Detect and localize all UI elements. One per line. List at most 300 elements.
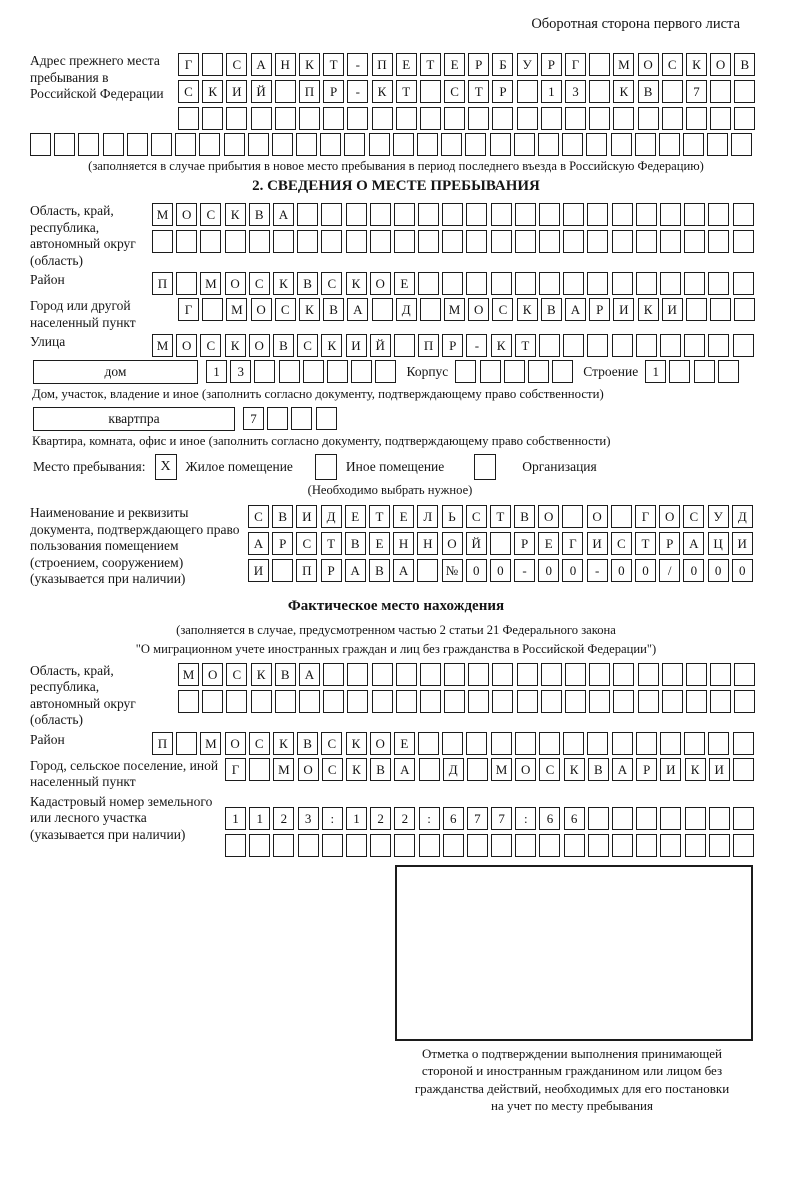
char-cell[interactable] [587, 230, 608, 253]
char-cell[interactable] [710, 690, 731, 713]
char-cell[interactable]: 2 [370, 807, 391, 830]
char-cell[interactable]: 6 [443, 807, 464, 830]
char-cell[interactable]: 1 [346, 807, 367, 830]
char-cell[interactable]: К [638, 298, 659, 321]
char-cell[interactable]: Н [417, 532, 438, 555]
char-cell[interactable] [589, 107, 610, 130]
char-cell[interactable] [564, 834, 585, 857]
char-cell[interactable] [662, 690, 683, 713]
char-cell[interactable] [587, 203, 608, 226]
char-cell[interactable]: Т [635, 532, 656, 555]
char-cell[interactable] [347, 690, 368, 713]
char-cell[interactable]: В [275, 663, 296, 686]
char-cell[interactable]: А [612, 758, 633, 781]
char-cell[interactable] [541, 690, 562, 713]
char-cell[interactable]: Р [468, 53, 489, 76]
char-cell[interactable]: Е [394, 272, 415, 295]
char-cell[interactable]: Т [396, 80, 417, 103]
char-cell[interactable] [420, 107, 441, 130]
char-cell[interactable] [320, 133, 341, 156]
char-cell[interactable]: Т [321, 532, 342, 555]
char-cell[interactable]: Н [275, 53, 296, 76]
char-cell[interactable] [370, 203, 391, 226]
char-cell[interactable] [420, 663, 441, 686]
char-cell[interactable]: 7 [243, 407, 264, 430]
char-cell[interactable]: Т [468, 80, 489, 103]
char-cell[interactable] [538, 133, 559, 156]
char-cell[interactable] [296, 133, 317, 156]
char-cell[interactable] [251, 690, 272, 713]
char-cell[interactable] [394, 834, 415, 857]
char-cell[interactable]: К [517, 298, 538, 321]
char-cell[interactable] [272, 559, 293, 582]
char-cell[interactable] [442, 230, 463, 253]
char-cell[interactable]: С [249, 272, 270, 295]
char-cell[interactable]: 7 [467, 807, 488, 830]
char-cell[interactable] [455, 360, 476, 383]
char-cell[interactable] [299, 690, 320, 713]
char-cell[interactable] [589, 690, 610, 713]
char-cell[interactable] [612, 732, 633, 755]
char-cell[interactable]: В [272, 505, 293, 528]
char-cell[interactable]: В [734, 53, 755, 76]
char-cell[interactable] [662, 80, 683, 103]
char-cell[interactable]: В [370, 758, 391, 781]
char-cell[interactable] [480, 360, 501, 383]
char-cell[interactable] [708, 334, 729, 357]
char-cell[interactable] [684, 732, 705, 755]
char-cell[interactable] [710, 663, 731, 686]
char-cell[interactable] [420, 690, 441, 713]
char-cell[interactable] [491, 203, 512, 226]
char-cell[interactable]: Д [396, 298, 417, 321]
char-cell[interactable] [660, 334, 681, 357]
char-cell[interactable] [298, 834, 319, 857]
char-cell[interactable]: М [200, 272, 221, 295]
char-cell[interactable] [420, 298, 441, 321]
char-cell[interactable] [636, 334, 657, 357]
char-cell[interactable]: К [685, 758, 706, 781]
char-cell[interactable] [710, 80, 731, 103]
char-cell[interactable]: Т [323, 53, 344, 76]
char-cell[interactable]: В [638, 80, 659, 103]
char-cell[interactable]: О [251, 298, 272, 321]
char-cell[interactable]: К [346, 272, 367, 295]
char-cell[interactable] [396, 690, 417, 713]
char-cell[interactable] [297, 230, 318, 253]
char-cell[interactable]: В [297, 732, 318, 755]
char-cell[interactable] [565, 690, 586, 713]
char-cell[interactable] [660, 834, 681, 857]
char-cell[interactable]: М [152, 203, 173, 226]
char-cell[interactable]: К [299, 298, 320, 321]
char-cell[interactable]: А [347, 298, 368, 321]
char-cell[interactable]: 0 [538, 559, 559, 582]
char-cell[interactable] [669, 360, 690, 383]
char-cell[interactable] [733, 272, 754, 295]
char-cell[interactable]: С [296, 532, 317, 555]
char-cell[interactable]: М [178, 663, 199, 686]
char-cell[interactable] [491, 230, 512, 253]
char-cell[interactable]: О [587, 505, 608, 528]
char-cell[interactable]: К [299, 53, 320, 76]
char-cell[interactable] [528, 360, 549, 383]
char-cell[interactable]: К [273, 732, 294, 755]
char-cell[interactable] [611, 505, 632, 528]
char-cell[interactable] [275, 690, 296, 713]
char-cell[interactable] [249, 834, 270, 857]
char-cell[interactable]: К [564, 758, 585, 781]
char-cell[interactable]: И [660, 758, 681, 781]
char-cell[interactable] [321, 203, 342, 226]
char-cell[interactable] [588, 834, 609, 857]
char-cell[interactable]: О [176, 203, 197, 226]
char-cell[interactable]: П [299, 80, 320, 103]
char-cell[interactable] [734, 107, 755, 130]
char-cell[interactable] [517, 107, 538, 130]
char-cell[interactable]: О [298, 758, 319, 781]
char-cell[interactable]: 0 [683, 559, 704, 582]
char-cell[interactable] [151, 133, 172, 156]
char-cell[interactable] [254, 360, 275, 383]
char-cell[interactable] [563, 732, 584, 755]
char-cell[interactable]: И [613, 298, 634, 321]
char-cell[interactable]: Р [636, 758, 657, 781]
char-cell[interactable]: И [296, 505, 317, 528]
char-cell[interactable] [733, 758, 754, 781]
char-cell[interactable] [638, 663, 659, 686]
char-cell[interactable] [321, 230, 342, 253]
char-cell[interactable]: : [515, 807, 536, 830]
char-cell[interactable]: Г [565, 53, 586, 76]
char-cell[interactable] [660, 807, 681, 830]
char-cell[interactable] [322, 834, 343, 857]
char-cell[interactable] [612, 230, 633, 253]
char-cell[interactable] [635, 133, 656, 156]
char-cell[interactable]: К [225, 203, 246, 226]
char-cell[interactable]: О [225, 732, 246, 755]
char-cell[interactable] [394, 230, 415, 253]
char-cell[interactable] [734, 690, 755, 713]
char-cell[interactable]: : [419, 807, 440, 830]
char-cell[interactable] [202, 107, 223, 130]
char-cell[interactable] [660, 272, 681, 295]
char-cell[interactable] [708, 272, 729, 295]
char-cell[interactable] [613, 663, 634, 686]
char-cell[interactable]: Г [178, 53, 199, 76]
char-cell[interactable] [563, 272, 584, 295]
char-cell[interactable] [733, 807, 754, 830]
char-cell[interactable]: 0 [635, 559, 656, 582]
char-cell[interactable] [442, 203, 463, 226]
char-cell[interactable] [420, 80, 441, 103]
char-cell[interactable] [491, 272, 512, 295]
char-cell[interactable] [346, 834, 367, 857]
char-cell[interactable]: С [226, 53, 247, 76]
char-cell[interactable]: О [225, 272, 246, 295]
char-cell[interactable] [660, 230, 681, 253]
char-cell[interactable]: В [297, 272, 318, 295]
char-cell[interactable]: 0 [466, 559, 487, 582]
char-cell[interactable] [683, 133, 704, 156]
char-cell[interactable]: А [565, 298, 586, 321]
char-cell[interactable] [684, 334, 705, 357]
char-cell[interactable] [539, 203, 560, 226]
char-cell[interactable]: Е [396, 53, 417, 76]
char-cell[interactable] [393, 133, 414, 156]
char-cell[interactable] [709, 834, 730, 857]
char-cell[interactable]: А [394, 758, 415, 781]
char-cell[interactable]: О [659, 505, 680, 528]
char-cell[interactable] [394, 334, 415, 357]
char-cell[interactable] [684, 230, 705, 253]
char-cell[interactable] [103, 133, 124, 156]
char-cell[interactable] [613, 107, 634, 130]
char-cell[interactable]: Ь [442, 505, 463, 528]
char-cell[interactable]: И [662, 298, 683, 321]
char-cell[interactable] [372, 107, 393, 130]
char-cell[interactable] [731, 133, 752, 156]
char-cell[interactable]: Д [321, 505, 342, 528]
char-cell[interactable]: Б [492, 53, 513, 76]
char-cell[interactable]: М [491, 758, 512, 781]
char-cell[interactable]: Г [562, 532, 583, 555]
char-cell[interactable] [539, 334, 560, 357]
char-cell[interactable]: О [202, 663, 223, 686]
char-cell[interactable]: 0 [732, 559, 753, 582]
char-cell[interactable] [492, 663, 513, 686]
char-cell[interactable]: № [442, 559, 463, 582]
char-cell[interactable] [394, 203, 415, 226]
char-cell[interactable]: 2 [273, 807, 294, 830]
char-cell[interactable]: 7 [491, 807, 512, 830]
char-cell[interactable] [466, 732, 487, 755]
char-cell[interactable] [708, 203, 729, 226]
char-cell[interactable]: А [273, 203, 294, 226]
char-cell[interactable] [539, 834, 560, 857]
char-cell[interactable] [468, 690, 489, 713]
char-cell[interactable] [659, 133, 680, 156]
char-cell[interactable]: М [613, 53, 634, 76]
char-cell[interactable]: Т [369, 505, 390, 528]
char-cell[interactable] [442, 272, 463, 295]
char-cell[interactable] [684, 272, 705, 295]
char-cell[interactable]: - [347, 53, 368, 76]
char-cell[interactable]: О [370, 732, 391, 755]
char-cell[interactable] [468, 663, 489, 686]
char-cell[interactable]: П [418, 334, 439, 357]
char-cell[interactable]: В [273, 334, 294, 357]
char-cell[interactable] [709, 807, 730, 830]
char-cell[interactable] [299, 107, 320, 130]
char-cell[interactable] [417, 133, 438, 156]
char-cell[interactable] [176, 272, 197, 295]
char-cell[interactable]: У [708, 505, 729, 528]
char-cell[interactable] [273, 834, 294, 857]
char-cell[interactable]: С [226, 663, 247, 686]
char-cell[interactable]: 3 [565, 80, 586, 103]
char-cell[interactable] [718, 360, 739, 383]
char-cell[interactable]: О [442, 532, 463, 555]
char-cell[interactable]: С [683, 505, 704, 528]
char-cell[interactable]: Е [394, 732, 415, 755]
char-cell[interactable]: В [514, 505, 535, 528]
char-cell[interactable] [612, 834, 633, 857]
char-cell[interactable] [636, 272, 657, 295]
char-cell[interactable] [562, 133, 583, 156]
char-cell[interactable] [539, 272, 560, 295]
char-cell[interactable]: К [346, 758, 367, 781]
char-cell[interactable]: / [659, 559, 680, 582]
char-cell[interactable]: А [248, 532, 269, 555]
char-cell[interactable]: К [491, 334, 512, 357]
char-cell[interactable]: И [226, 80, 247, 103]
char-cell[interactable]: С [444, 80, 465, 103]
char-cell[interactable] [636, 203, 657, 226]
char-cell[interactable]: Е [538, 532, 559, 555]
char-cell[interactable]: 1 [225, 807, 246, 830]
char-cell[interactable] [662, 107, 683, 130]
char-cell[interactable] [327, 360, 348, 383]
char-cell[interactable] [515, 834, 536, 857]
char-cell[interactable]: Е [444, 53, 465, 76]
char-cell[interactable] [612, 807, 633, 830]
char-cell[interactable]: 1 [249, 807, 270, 830]
char-cell[interactable]: 0 [708, 559, 729, 582]
char-cell[interactable]: О [176, 334, 197, 357]
house-type-box[interactable]: дом [33, 360, 198, 384]
char-cell[interactable]: Е [393, 505, 414, 528]
char-cell[interactable] [226, 107, 247, 130]
char-cell[interactable]: 3 [298, 807, 319, 830]
char-cell[interactable]: К [202, 80, 223, 103]
char-cell[interactable]: У [517, 53, 538, 76]
char-cell[interactable] [517, 80, 538, 103]
char-cell[interactable] [563, 334, 584, 357]
char-cell[interactable] [369, 133, 390, 156]
char-cell[interactable]: Н [393, 532, 414, 555]
char-cell[interactable] [297, 203, 318, 226]
char-cell[interactable]: Д [732, 505, 753, 528]
char-cell[interactable] [346, 230, 367, 253]
char-cell[interactable]: В [541, 298, 562, 321]
char-cell[interactable] [275, 107, 296, 130]
char-cell[interactable]: С [248, 505, 269, 528]
char-cell[interactable]: 6 [539, 807, 560, 830]
char-cell[interactable]: А [251, 53, 272, 76]
char-cell[interactable] [444, 663, 465, 686]
char-cell[interactable] [418, 272, 439, 295]
char-cell[interactable]: Р [272, 532, 293, 555]
char-cell[interactable]: И [587, 532, 608, 555]
char-cell[interactable]: К [613, 80, 634, 103]
char-cell[interactable]: В [249, 203, 270, 226]
char-cell[interactable]: Г [635, 505, 656, 528]
char-cell[interactable] [152, 230, 173, 253]
char-cell[interactable] [468, 107, 489, 130]
char-cell[interactable]: М [200, 732, 221, 755]
char-cell[interactable] [370, 230, 391, 253]
char-cell[interactable] [267, 407, 288, 430]
char-cell[interactable]: Р [323, 80, 344, 103]
char-cell[interactable]: С [275, 298, 296, 321]
char-cell[interactable] [248, 133, 269, 156]
apartment-type-box[interactable]: квартпра [33, 407, 235, 431]
char-cell[interactable] [200, 230, 221, 253]
char-cell[interactable] [316, 407, 337, 430]
char-cell[interactable]: 2 [394, 807, 415, 830]
char-cell[interactable]: 1 [206, 360, 227, 383]
char-cell[interactable] [517, 690, 538, 713]
char-cell[interactable]: М [226, 298, 247, 321]
char-cell[interactable]: 0 [611, 559, 632, 582]
char-cell[interactable] [419, 758, 440, 781]
char-cell[interactable]: Л [417, 505, 438, 528]
char-cell[interactable]: С [200, 203, 221, 226]
char-cell[interactable]: П [152, 272, 173, 295]
char-cell[interactable] [515, 732, 536, 755]
char-cell[interactable] [225, 230, 246, 253]
char-cell[interactable] [442, 732, 463, 755]
char-cell[interactable] [272, 133, 293, 156]
char-cell[interactable]: П [296, 559, 317, 582]
char-cell[interactable] [708, 230, 729, 253]
char-cell[interactable] [291, 407, 312, 430]
char-cell[interactable] [466, 203, 487, 226]
char-cell[interactable] [708, 732, 729, 755]
char-cell[interactable]: Й [466, 532, 487, 555]
char-cell[interactable]: О [710, 53, 731, 76]
char-cell[interactable]: К [346, 732, 367, 755]
char-cell[interactable] [30, 133, 51, 156]
char-cell[interactable] [466, 230, 487, 253]
char-cell[interactable]: В [369, 559, 390, 582]
char-cell[interactable] [638, 690, 659, 713]
char-cell[interactable] [562, 505, 583, 528]
char-cell[interactable] [347, 663, 368, 686]
char-cell[interactable]: С [249, 732, 270, 755]
char-cell[interactable] [396, 107, 417, 130]
char-cell[interactable] [694, 360, 715, 383]
char-cell[interactable] [202, 298, 223, 321]
char-cell[interactable]: - [587, 559, 608, 582]
char-cell[interactable]: М [444, 298, 465, 321]
char-cell[interactable] [176, 230, 197, 253]
char-cell[interactable] [490, 532, 511, 555]
char-cell[interactable] [734, 663, 755, 686]
char-cell[interactable] [375, 360, 396, 383]
char-cell[interactable]: О [249, 334, 270, 357]
char-cell[interactable]: Р [442, 334, 463, 357]
char-cell[interactable] [638, 107, 659, 130]
char-cell[interactable]: М [273, 758, 294, 781]
char-cell[interactable] [686, 663, 707, 686]
char-cell[interactable] [127, 133, 148, 156]
char-cell[interactable]: С [662, 53, 683, 76]
char-cell[interactable] [636, 230, 657, 253]
char-cell[interactable] [612, 334, 633, 357]
char-cell[interactable]: Р [514, 532, 535, 555]
char-cell[interactable]: К [225, 334, 246, 357]
char-cell[interactable]: - [514, 559, 535, 582]
char-cell[interactable] [492, 690, 513, 713]
char-cell[interactable]: Е [369, 532, 390, 555]
char-cell[interactable] [734, 298, 755, 321]
char-cell[interactable] [587, 272, 608, 295]
char-cell[interactable]: К [251, 663, 272, 686]
char-cell[interactable] [372, 690, 393, 713]
char-cell[interactable]: К [686, 53, 707, 76]
